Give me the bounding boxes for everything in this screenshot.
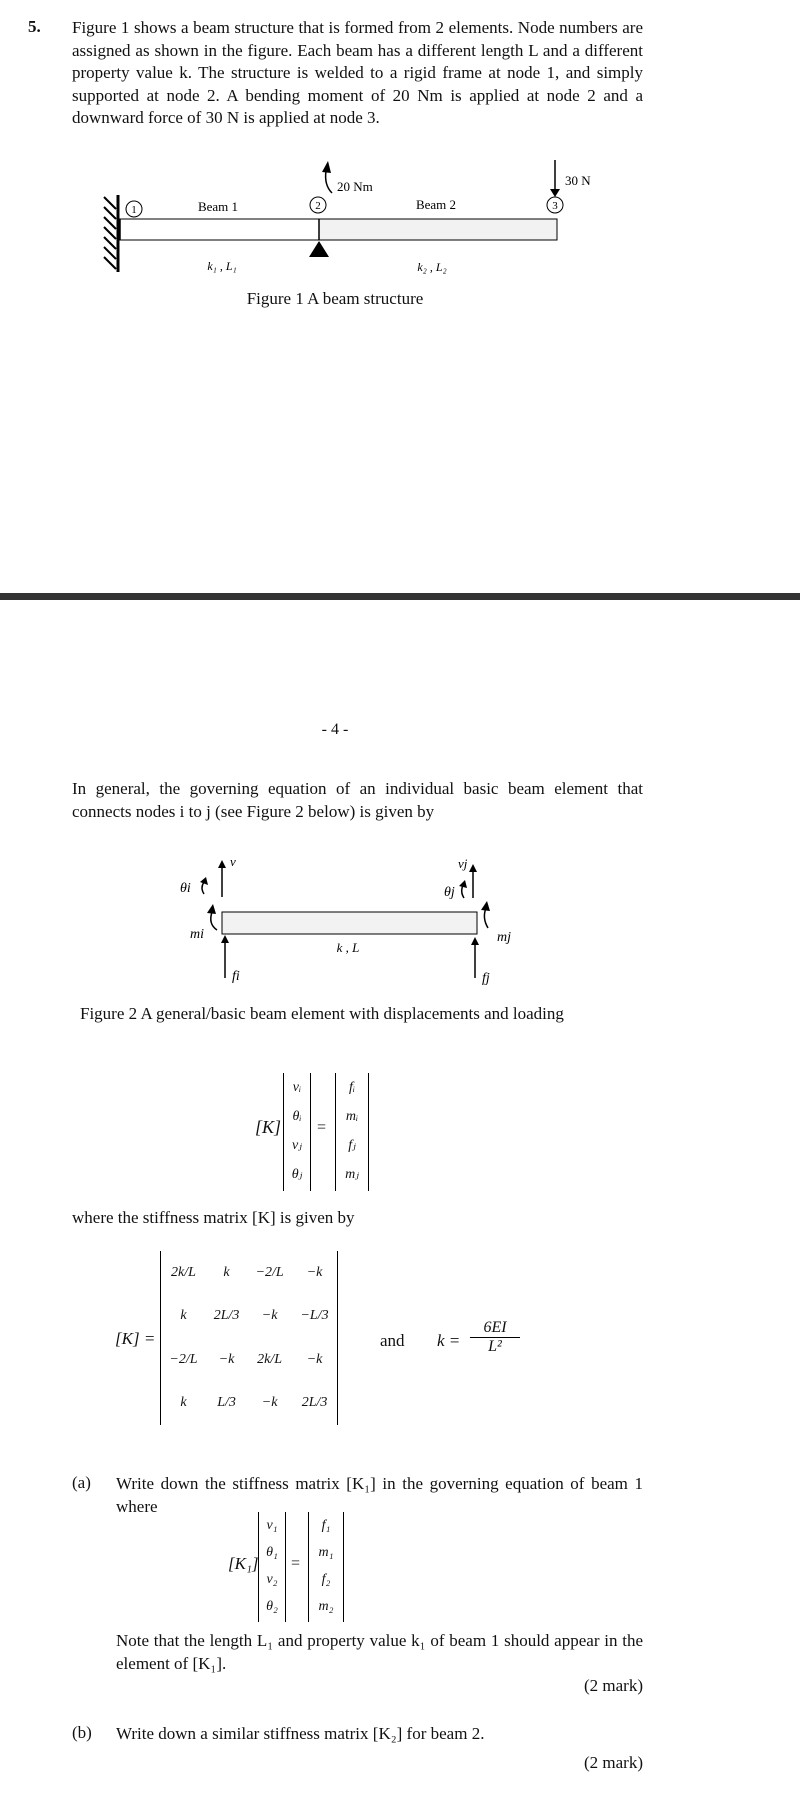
k-3-2: −k bbox=[261, 1395, 278, 1411]
k-row-2 bbox=[161, 1338, 337, 1382]
load-2: fⱼ bbox=[348, 1138, 356, 1153]
disp-2: vⱼ bbox=[292, 1138, 302, 1153]
basic-beam-element bbox=[222, 912, 477, 934]
beam-1-props: k₁ , L₁ bbox=[207, 259, 237, 273]
node-2-label: 2 bbox=[315, 200, 321, 212]
k-row-3 bbox=[161, 1382, 337, 1426]
k-0-0: 2k/L bbox=[171, 1264, 196, 1280]
moment-arrow-icon bbox=[322, 161, 332, 193]
f-j-label: fj bbox=[482, 971, 490, 986]
question-text: Figure 1 shows a beam structure that is formed from 2 elements. Node numbers are assigned as shown in the figure. Each beam has a different length L and a different property value k. The structure is welded to a rigid frame at node 1, and simply supported at node 2. A bending moment of 20 Nm is applied at node 2 and a downward force of 30 N is applied at node 3. bbox=[72, 18, 643, 127]
b1-disp-1: θ₁ bbox=[266, 1545, 278, 1560]
beam1-displacement-vector bbox=[258, 1512, 286, 1622]
disp-1: θᵢ bbox=[292, 1109, 302, 1124]
b1-load-1: m₁ bbox=[318, 1545, 334, 1560]
k1-lhs: [K₁] bbox=[228, 1554, 259, 1573]
k-1-2: −k bbox=[261, 1308, 278, 1324]
b1-load-2: f₂ bbox=[321, 1572, 331, 1587]
b1-disp-0: v₁ bbox=[266, 1518, 278, 1533]
load-1: mᵢ bbox=[345, 1109, 359, 1124]
f-i-arrow-icon bbox=[221, 935, 229, 978]
k-1-3: −L/3 bbox=[300, 1308, 329, 1324]
part-b-label: (b) bbox=[72, 1723, 92, 1742]
beam-2-label: Beam 2 bbox=[415, 197, 457, 212]
theta-i-label: θi bbox=[180, 881, 191, 896]
k-definition-fraction bbox=[470, 1319, 520, 1356]
k-2-3: −k bbox=[306, 1351, 323, 1367]
figure-2-diagram bbox=[160, 852, 560, 992]
k-matrix-table bbox=[161, 1251, 337, 1425]
load-vector bbox=[335, 1073, 369, 1191]
k-row-1 bbox=[161, 1295, 337, 1339]
page-separator bbox=[0, 593, 800, 600]
v-i-arrow-icon bbox=[218, 860, 226, 897]
k-matrix bbox=[160, 1251, 338, 1425]
v-j-arrow-icon bbox=[469, 864, 477, 898]
beam-1 bbox=[120, 219, 319, 240]
v-j-label: vj bbox=[458, 856, 468, 871]
beam1-load-vector bbox=[308, 1512, 344, 1622]
moment-label: 20 Nm bbox=[337, 179, 373, 194]
k-0-2: −2/L bbox=[255, 1264, 284, 1280]
v-i-label: v bbox=[230, 854, 236, 869]
f-j-arrow-icon bbox=[471, 937, 479, 978]
page-number: - 4 - bbox=[321, 721, 349, 738]
beam1-equation bbox=[228, 1512, 358, 1622]
pin-support bbox=[309, 241, 329, 257]
b1-disp-2: v₂ bbox=[266, 1572, 278, 1587]
b1-eq-sign: = bbox=[291, 1555, 301, 1572]
beam-props-label: k , L bbox=[336, 940, 360, 955]
b1-load-0: f₁ bbox=[321, 1518, 331, 1533]
k-3-1: L/3 bbox=[217, 1395, 236, 1411]
eq-sign: = bbox=[317, 1119, 327, 1136]
eq-lhs: [K] bbox=[255, 1117, 282, 1137]
node-3-label: 3 bbox=[552, 200, 558, 212]
k-numerator: 6EI bbox=[470, 1319, 520, 1338]
force-label: 30 N bbox=[565, 173, 591, 188]
k-2-0: −2/L bbox=[169, 1351, 198, 1367]
m-i-arrow-icon bbox=[211, 912, 217, 930]
m-i-label: mi bbox=[190, 927, 204, 942]
k-2-1: −k bbox=[218, 1351, 235, 1367]
k-matrix-lhs: [K] = bbox=[115, 1329, 156, 1348]
part-a-label: (a) bbox=[72, 1473, 91, 1492]
k-2-2: 2k/L bbox=[257, 1351, 283, 1367]
k-1-0: k bbox=[180, 1308, 187, 1324]
load-3: mⱼ bbox=[345, 1167, 359, 1182]
part-a-mark: (2 mark) bbox=[583, 1676, 643, 1695]
and-word: and bbox=[380, 1331, 405, 1350]
k-definition-lhs: k = bbox=[437, 1331, 461, 1350]
beam-2-props: k₂ , L₂ bbox=[417, 260, 447, 274]
k-row-0 bbox=[161, 1251, 337, 1295]
k-3-3: 2L/3 bbox=[301, 1395, 328, 1411]
disp-0: vᵢ bbox=[292, 1080, 302, 1095]
b1-load-3: m₂ bbox=[318, 1599, 334, 1614]
f-i-label: fi bbox=[232, 969, 240, 984]
part-b-mark: (2 mark) bbox=[583, 1753, 643, 1772]
governing-equation bbox=[255, 1073, 385, 1191]
where-text: where the stiffness matrix [K] is given by bbox=[72, 1208, 355, 1227]
figure-2-caption: Figure 2 A general/basic beam element with displacements and loading bbox=[80, 1004, 564, 1023]
k-1-1: 2L/3 bbox=[213, 1308, 240, 1324]
k-3-0: k bbox=[180, 1395, 187, 1411]
stiffness-matrix-equation bbox=[115, 1251, 535, 1425]
load-0: fᵢ bbox=[348, 1080, 356, 1095]
node-1-label: 1 bbox=[131, 204, 137, 216]
k-0-1: k bbox=[223, 1264, 230, 1280]
fixed-wall bbox=[104, 195, 118, 272]
k-0-3: −k bbox=[306, 1264, 323, 1280]
displacement-vector bbox=[283, 1073, 311, 1191]
part-a-note: Note that the length L₁ and property value k₁ of beam 1 should appear in the element of [K₁]. bbox=[116, 1631, 643, 1673]
m-j-label: mj bbox=[497, 930, 511, 945]
theta-j-label: θj bbox=[444, 885, 455, 900]
part-a-text: Write down the stiffness matrix [K₁] in the governing equation of beam 1 where bbox=[116, 1474, 643, 1516]
part-b-text: Write down a similar stiffness matrix [K₂] for beam 2. bbox=[116, 1724, 485, 1743]
beam-2 bbox=[319, 219, 557, 240]
force-arrow-icon bbox=[550, 160, 560, 197]
question-number: 5. bbox=[28, 17, 41, 36]
b1-disp-3: θ₂ bbox=[266, 1599, 278, 1614]
k-denominator: L² bbox=[488, 1338, 502, 1355]
figure-1-diagram bbox=[100, 155, 620, 275]
figure-1-caption: Figure 1 A beam structure bbox=[246, 289, 424, 308]
disp-3: θⱼ bbox=[291, 1167, 303, 1182]
intro-text: In general, the governing equation of an individual basic beam element that connects nodes i to j (see Figure 2 below) is given by bbox=[72, 779, 643, 821]
beam-1-label: Beam 1 bbox=[197, 199, 239, 214]
m-j-arrow-icon bbox=[484, 908, 488, 928]
